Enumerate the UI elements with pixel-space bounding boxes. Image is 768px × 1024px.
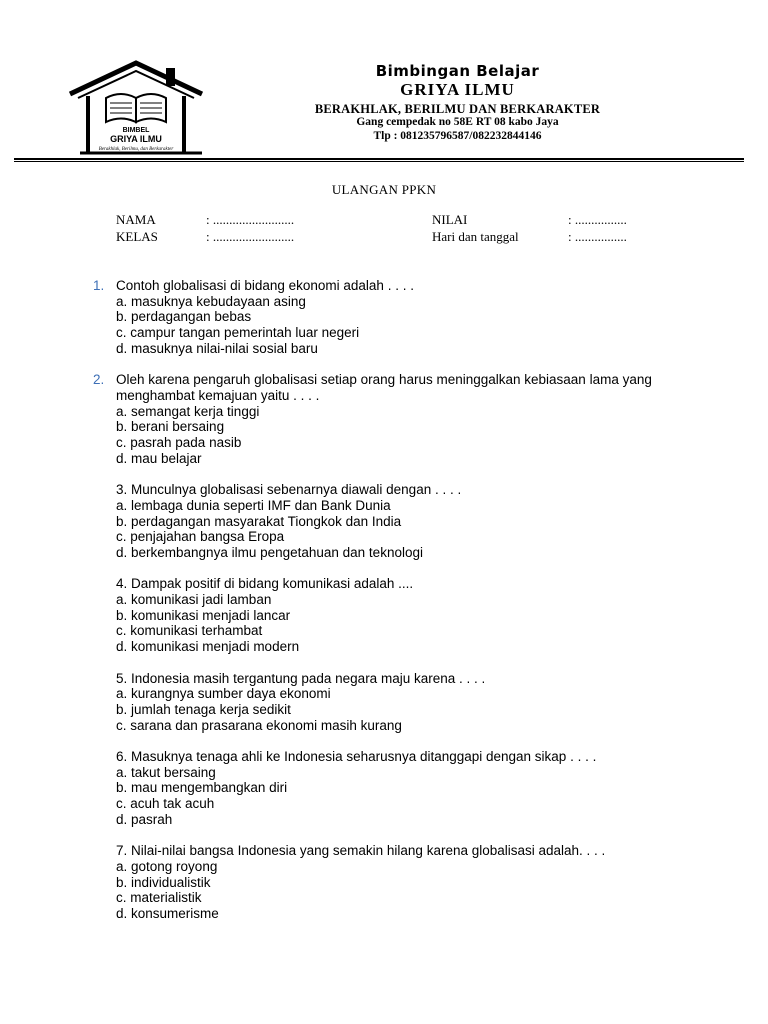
hari-field[interactable]: : ................ bbox=[568, 229, 627, 244]
question-1 bbox=[93, 278, 733, 357]
kelas-label: KELAS bbox=[116, 229, 158, 244]
option-a: a. masuknya kebudayaan asing bbox=[116, 293, 306, 309]
question-3 bbox=[93, 482, 733, 561]
option-c: c. acuh tak acuh bbox=[116, 796, 215, 812]
option-a: a. kurangnya sumber daya ekonomi bbox=[116, 686, 331, 702]
option-b: b. jumlah tenaga kerja sedikit bbox=[116, 701, 291, 717]
option-a: a. semangat kerja tinggi bbox=[116, 403, 260, 419]
header-divider-thin bbox=[14, 161, 744, 162]
question-number: 2. bbox=[93, 372, 105, 388]
letterhead bbox=[250, 62, 665, 143]
question-5 bbox=[93, 671, 733, 734]
option-b: b. mau mengembangkan diri bbox=[116, 780, 288, 796]
option-a: a. komunikasi jadi lamban bbox=[116, 592, 272, 608]
option-d: d. masuknya nilai-nilai sosial baru bbox=[116, 340, 318, 356]
option-d: d. pasrah bbox=[116, 811, 173, 827]
org-motto: BERAKHLAK, BERILMU DAN BERKARAKTER bbox=[314, 102, 601, 116]
question-4 bbox=[93, 576, 733, 655]
option-c: c. penjajahan bangsa Eropa bbox=[116, 529, 285, 545]
question-2 bbox=[93, 372, 733, 466]
question-text: 5. Indonesia masih tergantung pada negara maju karena . . . . bbox=[116, 670, 486, 686]
nilai-field[interactable]: : ................ bbox=[568, 212, 627, 227]
option-a: a. lembaga dunia seperti IMF dan Bank Dunia bbox=[116, 497, 391, 513]
logo-motto: Berakhlak, Berilmu, dan Berkarakter bbox=[98, 147, 174, 152]
option-c: c. komunikasi terhambat bbox=[116, 623, 263, 639]
option-b: b. komunikasi menjadi lancar bbox=[116, 607, 291, 623]
option-c: c. sarana dan prasarana ekonomi masih kurang bbox=[116, 717, 402, 733]
option-c: c. materialistik bbox=[116, 890, 202, 906]
nilai-label: NILAI bbox=[432, 212, 468, 227]
nama-field[interactable]: : ......................... bbox=[206, 212, 295, 227]
org-phone: Tlp : 081235796587/082232844146 bbox=[373, 130, 542, 142]
question-number: 1. bbox=[93, 278, 105, 293]
exam-title: ULANGAN PPKN bbox=[331, 182, 437, 197]
option-a: a. gotong royong bbox=[116, 858, 218, 874]
question-6 bbox=[93, 749, 733, 828]
option-b: b. individualistik bbox=[116, 874, 211, 890]
house-book-icon bbox=[66, 60, 206, 160]
hari-label: Hari dan tanggal bbox=[432, 229, 519, 244]
kelas-field[interactable]: : ......................... bbox=[206, 229, 295, 244]
option-d: d. berkembangnya ilmu pengetahuan dan teknologi bbox=[116, 544, 423, 560]
nama-label: NAMA bbox=[116, 212, 156, 227]
question-7 bbox=[93, 843, 733, 922]
question-text: 4. Dampak positif di bidang komunikasi adalah .... bbox=[116, 576, 414, 592]
logo-text-2: GRIYA ILMU bbox=[110, 134, 162, 144]
option-b: b. perdagangan bebas bbox=[116, 309, 252, 325]
option-d: d. konsumerisme bbox=[116, 906, 219, 922]
org-name: GRIYA ILMU bbox=[400, 80, 515, 99]
question-text: Contoh globalisasi di bidang ekonomi adalah . . . . bbox=[116, 278, 414, 293]
option-d: d. komunikasi menjadi modern bbox=[116, 639, 300, 655]
option-c: c. campur tangan pemerintah luar negeri bbox=[116, 325, 360, 341]
option-a: a. takut bersaing bbox=[116, 764, 216, 780]
question-list bbox=[93, 278, 733, 937]
logo-text: BIMBEL bbox=[122, 127, 150, 134]
org-address: Gang cempedak no 58E RT 08 kabo Jaya bbox=[356, 116, 559, 128]
logo bbox=[66, 60, 206, 160]
question-text: 6. Masuknya tenaga ahli ke Indonesia seharusnya ditanggapi dengan sikap . . . . bbox=[116, 749, 597, 765]
option-b: b. berani bersaing bbox=[116, 419, 225, 435]
question-text: 3. Munculnya globalisasi sebenarnya diawali dengan . . . . bbox=[116, 482, 462, 498]
option-c: c. pasrah pada nasib bbox=[116, 435, 242, 451]
option-d: d. mau belajar bbox=[116, 450, 202, 466]
org-label: Bimbingan Belajar bbox=[375, 62, 540, 80]
question-text: 7. Nilai-nilai bangsa Indonesia yang semakin hilang karena globalisasi adalah. . . . bbox=[116, 843, 606, 859]
header-divider bbox=[14, 158, 744, 160]
option-b: b. perdagangan masyarakat Tiongkok dan India bbox=[116, 513, 402, 529]
question-text: Oleh karena pengaruh globalisasi setiap orang harus meninggalkan kebiasaan lama yang menghambat kemajuan yaitu . . . . bbox=[116, 372, 652, 403]
